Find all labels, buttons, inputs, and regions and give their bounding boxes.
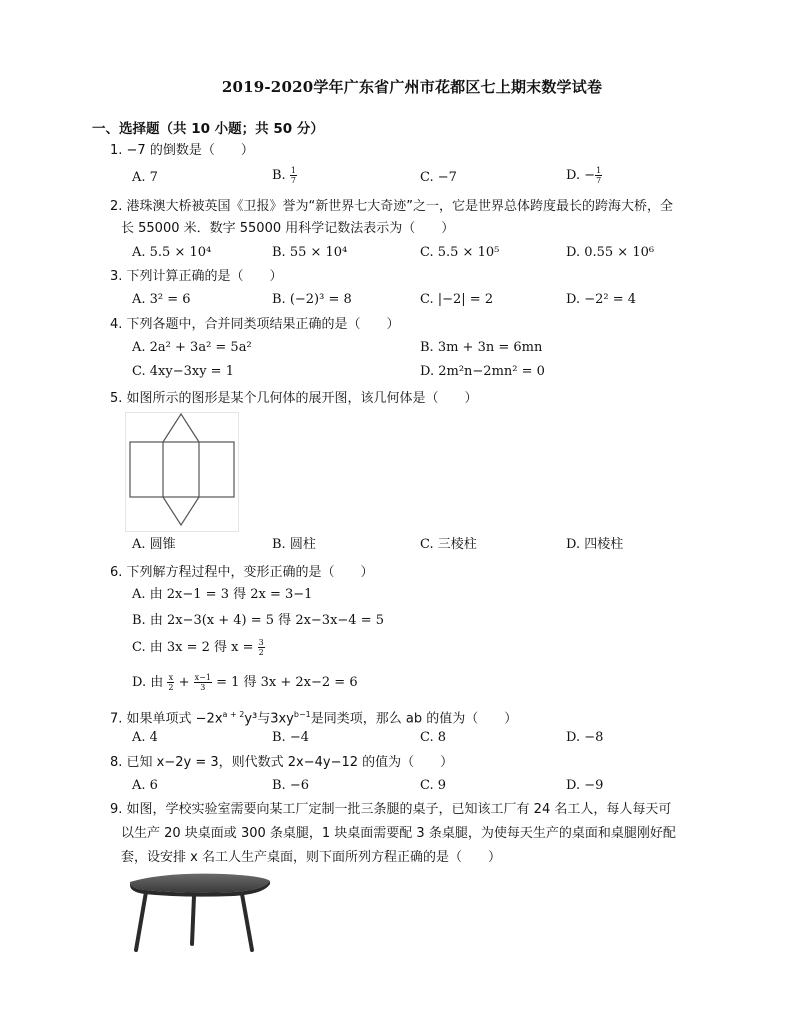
q7-option-c[interactable]: C. 8: [420, 730, 447, 745]
q3-option-a[interactable]: A. 3² = 6: [132, 292, 191, 307]
q7-option-a[interactable]: A. 4: [132, 730, 158, 745]
q5-option-d[interactable]: D. 四棱柱: [566, 537, 624, 552]
three-leg-table-image: [124, 870, 276, 958]
question-5-stem: 5. 如图所示的图形是某个几何体的展开图，该几何体是（ ）: [110, 391, 478, 406]
question-4-stem: 4. 下列各题中，合并同类项结果正确的是（ ）: [110, 317, 400, 332]
q4-option-a[interactable]: A. 2a² + 3a² = 5a²: [132, 340, 252, 355]
question-9-stem-line2: 以生产 20 块桌面或 300 条桌腿，1 块桌面需要配 3 条桌腿，为使每天生产的桌面和桌腿刚好配: [121, 826, 676, 841]
q1-option-b[interactable]: B. $\frac{1}{7}$: [272, 166, 296, 185]
question-8-stem: 8. 已知 x−2y = 3，则代数式 2x−4y−12 的值为（ ）: [110, 755, 454, 770]
q1-option-c[interactable]: C. −7: [420, 170, 457, 185]
q1-option-d[interactable]: D. − $\frac{1}{7}$: [566, 166, 602, 185]
q2-option-d[interactable]: D. 0.55 × 10⁶: [566, 245, 655, 260]
q8-option-d[interactable]: D. −9: [566, 778, 604, 793]
q6-option-b[interactable]: B. 由 2x−3(x + 4) = 5 得 2x−3x−4 = 5: [132, 613, 385, 628]
q2-option-b[interactable]: B. 55 × 10⁴: [272, 245, 348, 260]
q4-option-d[interactable]: D. 2m²n−2mn² = 0: [420, 364, 545, 379]
question-9-stem-line3: 套，设安排 x 名工人生产桌面，则下面所列方程正确的是（ ）: [121, 850, 501, 865]
page-title: 2019-2020学年广东省广州市花都区七上期末数学试卷: [221, 78, 603, 96]
q7-option-b[interactable]: B. −4: [272, 730, 309, 745]
q2-option-c[interactable]: C. 5.5 × 10⁵: [420, 245, 500, 260]
question-1-stem: 1. −7 的倒数是（ ）: [110, 143, 254, 158]
q7-option-d[interactable]: D. −8: [566, 730, 604, 745]
q5-option-c[interactable]: C. 三棱柱: [420, 537, 477, 552]
q6-option-d[interactable]: D. 由 $\frac{x}{2}$ + $\frac{x-1}{3}$ = 1 得 3x + 2x−2 = 6: [132, 673, 358, 692]
q6-option-a[interactable]: A. 由 2x−1 = 3 得 2x = 3−1: [132, 587, 313, 602]
q8-option-b[interactable]: B. −6: [272, 778, 309, 793]
q8-option-c[interactable]: C. 9: [420, 778, 447, 793]
q4-option-b[interactable]: B. 3m + 3n = 6mn: [420, 340, 543, 355]
question-9-stem-line1: 9. 如图，学校实验室需要向某工厂定制一批三条腿的桌子，已知该工厂有 24 名工人，每人每天可: [110, 802, 672, 817]
prism-net-figure: [125, 412, 239, 536]
q3-option-d[interactable]: D. −2² = 4: [566, 292, 637, 307]
q1-option-a[interactable]: A. 7: [132, 170, 158, 185]
q2-option-a[interactable]: A. 5.5 × 10⁴: [132, 245, 212, 260]
q5-option-b[interactable]: B. 圆柱: [272, 537, 316, 552]
question-2-stem-line1: 2. 港珠澳大桥被英国《卫报》誉为“新世界七大奇迹”之一，它是世界总体跨度最长的跨海大桥，全: [110, 199, 674, 214]
q3-option-c[interactable]: C. |−2| = 2: [420, 292, 494, 307]
q6-option-c[interactable]: C. 由 3x = 2 得 x = $\frac{3}{2}$: [132, 638, 264, 657]
section-heading: 一、选择题（共 10 小题；共 50 分）: [92, 121, 324, 137]
q5-option-a[interactable]: A. 圆锥: [132, 537, 176, 552]
q4-option-c[interactable]: C. 4xy−3xy = 1: [132, 364, 234, 379]
question-2-stem-line2: 长 55000 米．数字 55000 用科学记数法表示为（ ）: [121, 221, 455, 236]
question-7-stem: 7. 如果单项式 $-2x^{a + 2}y^3$与$3xy^{b-1}$是同类项，那么 ab 的值为（ ）: [110, 710, 518, 727]
q8-option-a[interactable]: A. 6: [132, 778, 158, 793]
question-3-stem: 3. 下列计算正确的是（ ）: [110, 269, 283, 284]
question-6-stem: 6. 下列解方程过程中，变形正确的是（ ）: [110, 565, 374, 580]
q3-option-b[interactable]: B. (−2)³ = 8: [272, 292, 352, 307]
